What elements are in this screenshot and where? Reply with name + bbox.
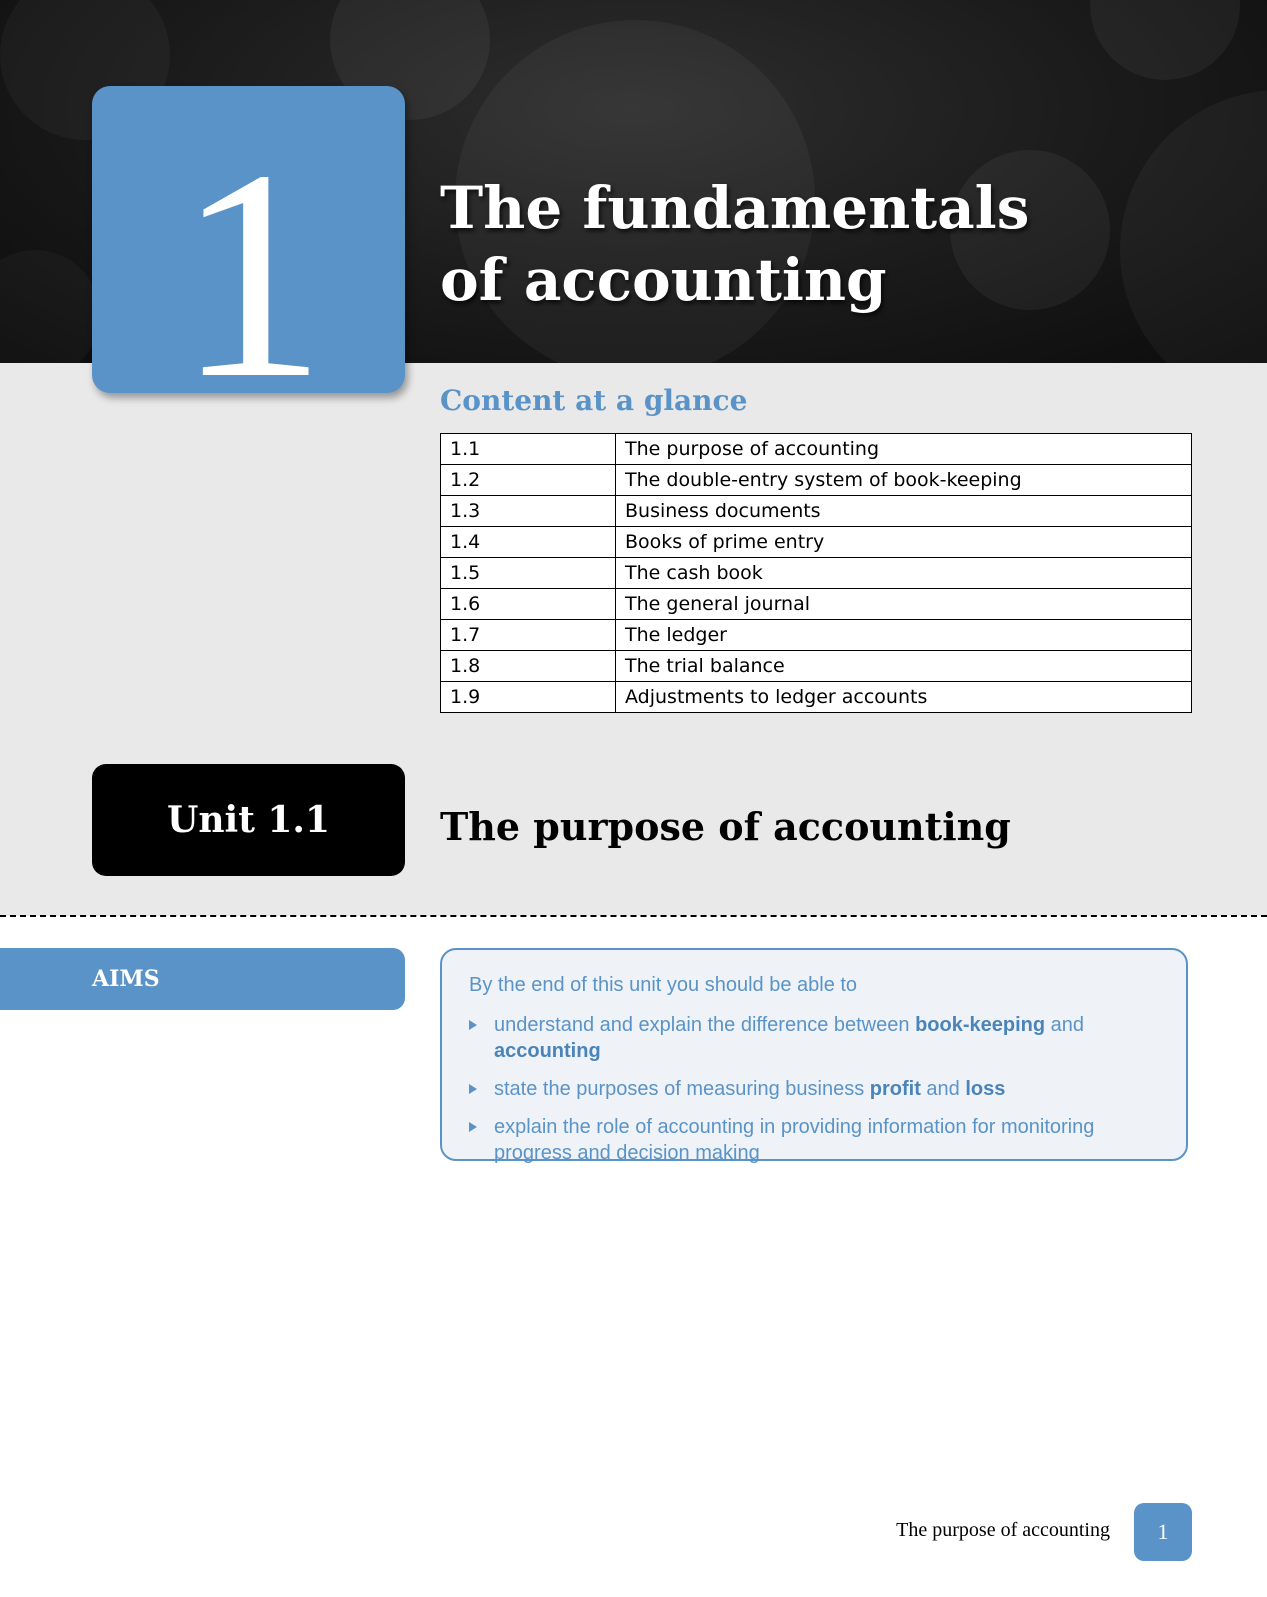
aim-text: and (1045, 1014, 1085, 1036)
aims-list (469, 1012, 1169, 1178)
aim-text: state the purposes of measuring business (494, 1078, 870, 1100)
section-title: The purpose of accounting (616, 434, 1192, 465)
aim-text: explain the role of accounting in providing information for monitoring progress and decision making (494, 1116, 1095, 1164)
section-title: The double-entry system of book-keeping (616, 465, 1192, 496)
decorative-bubble (0, 250, 100, 363)
chapter-number-box (92, 86, 405, 393)
section-number: 1.4 (441, 527, 616, 558)
decorative-bubble (1090, 0, 1240, 80)
section-number: 1.8 (441, 651, 616, 682)
aims-tab (0, 948, 405, 1010)
aim-text: understand and explain the difference between (494, 1014, 916, 1036)
table-row (441, 527, 1192, 558)
content-at-a-glance-heading: Content at a glance (440, 384, 748, 417)
aim-keyword: profit (869, 1078, 921, 1100)
section-title: Business documents (616, 496, 1192, 527)
triangle-right-icon (469, 1084, 477, 1094)
section-number: 1.9 (441, 682, 616, 713)
triangle-right-icon (469, 1122, 477, 1132)
section-title: Adjustments to ledger accounts (616, 682, 1192, 713)
section-number: 1.3 (441, 496, 616, 527)
aim-keyword: book-keeping (915, 1014, 1046, 1036)
aims-intro: By the end of this unit you should be able to (469, 974, 858, 996)
table-row (441, 682, 1192, 713)
section-title: Books of prime entry (616, 527, 1192, 558)
aims-label: AIMS (92, 966, 160, 992)
section-title: The trial balance (616, 651, 1192, 682)
table-row (441, 620, 1192, 651)
unit-title: The purpose of accounting (440, 804, 1011, 849)
section-number: 1.7 (441, 620, 616, 651)
section-title: The general journal (616, 589, 1192, 620)
page-number-badge: 1 (1134, 1503, 1192, 1561)
list-item (469, 1076, 1169, 1102)
unit-label: Unit 1.1 (166, 799, 331, 841)
table-row (441, 496, 1192, 527)
section-title: The cash book (616, 558, 1192, 589)
chapter-title (440, 172, 1200, 316)
list-item (469, 1114, 1169, 1166)
chapter-number: 1 (176, 108, 321, 393)
section-divider (0, 915, 1267, 917)
chapter-title-line-2: of accounting (440, 246, 887, 314)
section-number: 1.6 (441, 589, 616, 620)
table-row (441, 651, 1192, 682)
section-number: 1.5 (441, 558, 616, 589)
unit-label-box (92, 764, 405, 876)
section-title: The ledger (616, 620, 1192, 651)
section-number: 1.2 (441, 465, 616, 496)
list-item (469, 1012, 1169, 1064)
aims-box (440, 948, 1188, 1164)
table-row (441, 558, 1192, 589)
table-row (441, 434, 1192, 465)
section-number: 1.1 (441, 434, 616, 465)
aim-keyword: accounting (494, 1040, 601, 1062)
running-footer-title: The purpose of accounting (896, 1519, 1110, 1541)
chapter-title-line-1: The fundamentals (440, 174, 1030, 242)
aim-text: and (920, 1078, 966, 1100)
aim-keyword: loss (965, 1078, 1006, 1100)
contents-table (440, 433, 1192, 713)
table-row (441, 465, 1192, 496)
table-row (441, 589, 1192, 620)
triangle-right-icon (469, 1020, 477, 1030)
